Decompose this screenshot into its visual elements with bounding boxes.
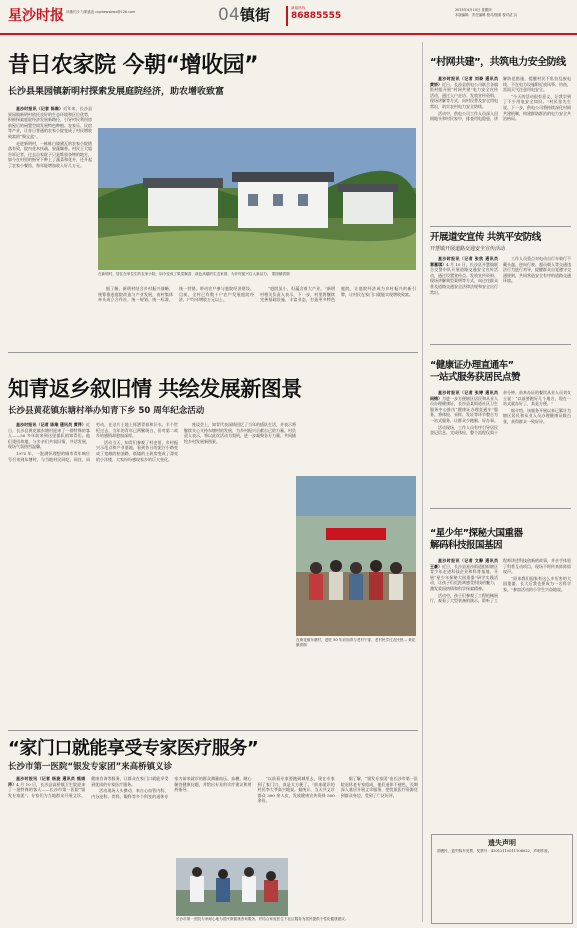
article-body	[430, 390, 571, 504]
article-paragraph: 据介绍，该服务开展以来已累计为辖区居民和从业人员办理健康证数百张，获得群众一致好评。	[503, 407, 571, 424]
section-divider	[430, 226, 571, 227]
article-paragraph: 活动当天，知青们参观了村史馆、乡村振兴示范点和产业基地，看到昔日的泥泞小路变成了宽敞的柏油路，低矮的土砖房变成了漂亮的小洋楼，大家纷纷感叹家乡的巨大变化。	[96, 439, 178, 462]
photo-caption: 在新明村，居住在单位生的农家小院，如今变成了果菜飘香、绿色高端的生态家园，为乡村振兴注入新活力。 果园镇供图	[98, 272, 290, 276]
photo-caption: 长沙市第一医院专家耐心地为居民做健康咨询服务，并结合家庭医生下社区服务为居民提供个性化健康建议。	[176, 917, 349, 921]
article-byline: 星沙时报讯（记者 刘泰 通讯员 黄娇）	[430, 76, 498, 87]
article-paragraph: “以前看专家要跑到城里去，现在专家到了家门口，真是太方便了。”前来就诊的村民李大爷高兴地说。据统计，当天共义诊群众 300 余人次，发放健康宣传资料 500 余份。	[257, 776, 335, 804]
article-byline: 星沙时报讯（记者 杨旋 通讯员 熊娟萍）	[8, 776, 86, 787]
photo-courtyard-village	[98, 128, 416, 270]
article-body-continued	[98, 286, 416, 346]
newspaper-logo: 星沙时报	[8, 8, 64, 24]
logo-slogan: 读懂长沙 与繁盛追 cnpbewsbwv@126.com	[66, 10, 136, 14]
article-paragraph: 活动现场人头攒动，来自心血管内科、内分泌科、骨科、眼科等多个科室的退休专家为前来就诊的群众测量血压、血糖，耐心解答健康问题，并给出专业的诊疗建议和用药指导。	[91, 776, 252, 799]
article-byline: 星沙时报讯（记者 文静 通讯员 王豪）	[430, 558, 498, 569]
photo-educated-youth-group	[296, 476, 416, 636]
issue-date: 2025年4月10日 星期四	[455, 8, 492, 12]
article-power-safety	[430, 40, 571, 224]
article-byline: 星沙时报讯（记者 张欣 通讯员 章嘉琪）	[430, 256, 498, 267]
article-headline: 昔日农家院 今朝“增收园”	[8, 53, 259, 78]
article-byline: 星沙时报讯（记者 张婷 通讯员 闲锦）	[430, 390, 498, 401]
article-paragraph: “今天的活动很有意义，让我学到了不少用电安全知识。”村民张先生说。下一步，供电公司将持续深化村网共建机制，构建群防群治的电力安全共治格局。	[503, 93, 571, 122]
notice-body: 胡俊民，遗失购车发票，发票号：43012110511106022，声明作废。	[437, 849, 552, 853]
section-name: 镇街	[240, 6, 271, 24]
article-star-youth-tech	[430, 512, 571, 828]
section-divider	[430, 344, 571, 345]
article-paragraph: 近日，长沙县供电公司联合各镇街村组开展“村网共建”电力安全宣传活动，通过入户走访、发放宣传资料、现场讲解等方式，向村民普及安全用电常识，筑牢农村电力安全防线。	[430, 81, 498, 109]
article-subhead: 长沙县果园镇新明村探索发展庭院经济，助农增收致富	[8, 87, 225, 97]
article-paragraph: 活动现场，工作人员有序引导居民登记信息、完成体检，整个流程仅需十余分钟。前来办证的餐饮从业人员刘女士说：“以前要跑好几个地方，现在一站式就办好了，真是方便。”	[430, 390, 571, 436]
hotline-label: 新闻热线	[291, 6, 306, 10]
article-paragraph: 4 月 10 日，长沙县高桥镇卫生院迎来了一批特殊的客人——长沙市第一医院“银发专家团”。专家们为当地群众开展义诊、健康咨询等服务，让群众在家门口就能享受到优质的专家医疗服务。	[8, 776, 169, 798]
article-body	[430, 76, 571, 222]
article-body-continued	[184, 422, 296, 732]
hotline-number: 86885555	[291, 11, 342, 21]
article-subhead: 开慧镇开展道路交通安全宣传活动	[430, 246, 506, 252]
article-paragraph: 据了解，新明村结合乡村振兴战略，统筹推进庭院改造与产业发展，由村集体牵头成立合作社，统一规划、统一标准、统一营销，带动农户参与庭院经济建设。目前，全村已有数十户农户发展庭院经济，户均年增收万元以上。	[98, 286, 254, 303]
article-body	[430, 558, 571, 826]
article-headline: 知青返乡叙旧情 共绘发展新图景	[8, 377, 302, 401]
section-divider	[430, 508, 571, 509]
masthead	[0, 0, 577, 35]
photo-caption: 在黄花镇东塘村，进驻 50 年前知青与老村干部，老村民学过农民热… 黄花镇供图	[296, 638, 416, 647]
article-paragraph: 座谈会上，知青代表深情回忆了当年的插队生活，并表示将继续关心支持东塘村的发展，为乡村振兴贡献自己的力量。村负责人表示，将以此次活动为契机，进一步凝聚各方力量，共同描绘乡村发展新图景。	[184, 422, 296, 444]
article-paragraph: 近日，长沙县星沙街道组织辖区青少年走进科技企业和科普基地，开展“星少年探秘大国重器”研学实践活动，让孩子们近距离感受科技的魅力，激发爱国热情和科学探索精神。	[430, 563, 498, 591]
article-headline-line2: 一站式服务获居民点赞	[430, 372, 521, 383]
article-body	[8, 776, 418, 856]
article-paragraph: 工作人员重点对电动自行车骑行不戴头盔、逆向行驶、超员载人等交通违法行为进行劝导，提醒群众自觉遵守交通规则，共同营造安全有序的道路交通环境。	[503, 256, 571, 284]
article-body	[8, 106, 92, 346]
article-paragraph: 近日，长沙县黄花镇东塘村迎来了一群特殊的客人——50 多年前来到这里插队的知青们。他们重回故地，与乡亲们共叙旧情，共话发展，现场气氛热烈温馨。	[8, 422, 90, 450]
article-paragraph: “庭院虽小，但蕴含着大产业。”新明村相关负责人表示，下一步，村里将继续完善基础设施，丰富业态，打造更多特色庭院，让庭院经济成为乡村振兴的新引擎，让村民在家门口就能实现增收致富。	[260, 286, 416, 303]
article-body	[8, 422, 178, 732]
article-paragraph: 活动中，孩子们参观了工程机械展厅，观看了大型装备的演示，聆听了工程师讲述科技创新的故事，并亲手体验了科普互动项目，现场不时传来阵阵惊叹声。	[430, 558, 571, 604]
hotline-box	[286, 6, 341, 26]
article-headline: 开展道安宣传 共筑平安防线	[430, 232, 541, 243]
article-byline: 星沙时报讯（记者 陈维 通讯员 黄萍）	[16, 422, 86, 427]
article-road-safety	[430, 230, 571, 340]
photo-courtyard-village-image	[98, 128, 416, 270]
article-health-certificate	[430, 348, 571, 506]
column-divider	[422, 42, 423, 922]
article-paragraph: 4 月 10 日，长沙县开慧镇联合交警中队开展道路交通安全宣传活动，通过设置宣传点、发放宣传资料、现场讲解典型案例等方式，向过往群众普及道路交通安全法律法规和安全出行常识。	[430, 261, 498, 295]
section-divider	[8, 730, 418, 731]
article-body	[430, 256, 571, 338]
lost-notice	[431, 834, 573, 924]
article-headline: “星少年”探秘大国重器	[430, 528, 523, 539]
article-subhead: 长沙市第一医院“银发专家团”来高桥镇义诊	[8, 762, 173, 772]
article-paragraph: 活动中，供电公司工作人员深入田间地头和村民家中，排查用电隐患，讲解防范措施，提醒村民不私拉乱接电线、不在电力设施附近放风筝、钓鱼，雷雨天气注意用电安全。	[430, 76, 571, 122]
article-headline: “家门口就能享受专家医疗服务”	[8, 738, 259, 759]
notice-title: 遗失声明	[488, 839, 516, 847]
article-paragraph: 为进一步方便辖区居民和从业人员办理健康证，长沙县某街道社区卫生服务中心推出“健康证办理直通车”服务，将体检、采样、发证等环节整合为一站式服务，让群众少跑腿、好办事。	[430, 395, 498, 423]
page-number: 04	[218, 5, 240, 25]
article-paragraph: 据了解，“银发专家团”由长沙市第一医院退休老专家组成，他们退休不褪色，长期深入基层开展义诊服务，把优质医疗资源送到群众身边，受到了广泛好评。	[340, 776, 418, 798]
article-byline: 星沙时报讯（记者 陈维）	[16, 106, 64, 111]
article-paragraph: 近年来，长沙县果园镇新明村依托良好的生态环境和区位优势，积极探索庭院经济发展新路径，引导村民利用房前屋后的闲置空间发展特色种植、农家乐、民宿等产业，让昔日普通的农家小院变成了村民增收致富的“聚宝盆”。	[8, 106, 92, 139]
article-subhead: 长沙县黄花镇东塘村举办知青下乡 50 周年纪念活动	[8, 406, 205, 416]
article-headline: “村网共建”，共筑电力安全防线	[430, 57, 566, 68]
article-paragraph: “原来我们国家有这么多厉害的大国重器，长大后我也要成为一名科学家。”参加活动的小学生兴奋地说。	[503, 575, 571, 592]
article-headline-line2: 解码科技报国基因	[430, 540, 503, 551]
article-paragraph: 1975 年，一批满怀理想的城市青年响应号召来到东塘村，与当地村民同吃、同住、同劳动，在这片土地上挥洒青春和汗水。半个世纪过去，当年的青年已两鬓斑白，但对第二故乡的感情却愈加深厚。	[8, 422, 178, 462]
article-paragraph: 走进新明村，一栋栋白墙黛瓦的农家小院错落有致，院内花木扶疏、果蔬飘香。村民王大姐告诉记者，过去自家院子只是堆放杂物的地方，如今在村里的指导下种上了蔬菜和花卉，还开起了农家小餐馆，每年能增加收入好几万元。	[8, 140, 92, 168]
article-headline: “健康证办理直通车”	[430, 360, 514, 371]
editor-credits: 本版编辑：责任编辑 校对/版面 校对/汇兵	[455, 13, 518, 17]
photo-medical-consultation-image	[176, 858, 288, 916]
photo-medical-consultation	[176, 858, 288, 916]
photo-educated-youth-group-image	[296, 476, 416, 636]
dateline	[455, 8, 570, 18]
section-divider	[8, 352, 418, 353]
